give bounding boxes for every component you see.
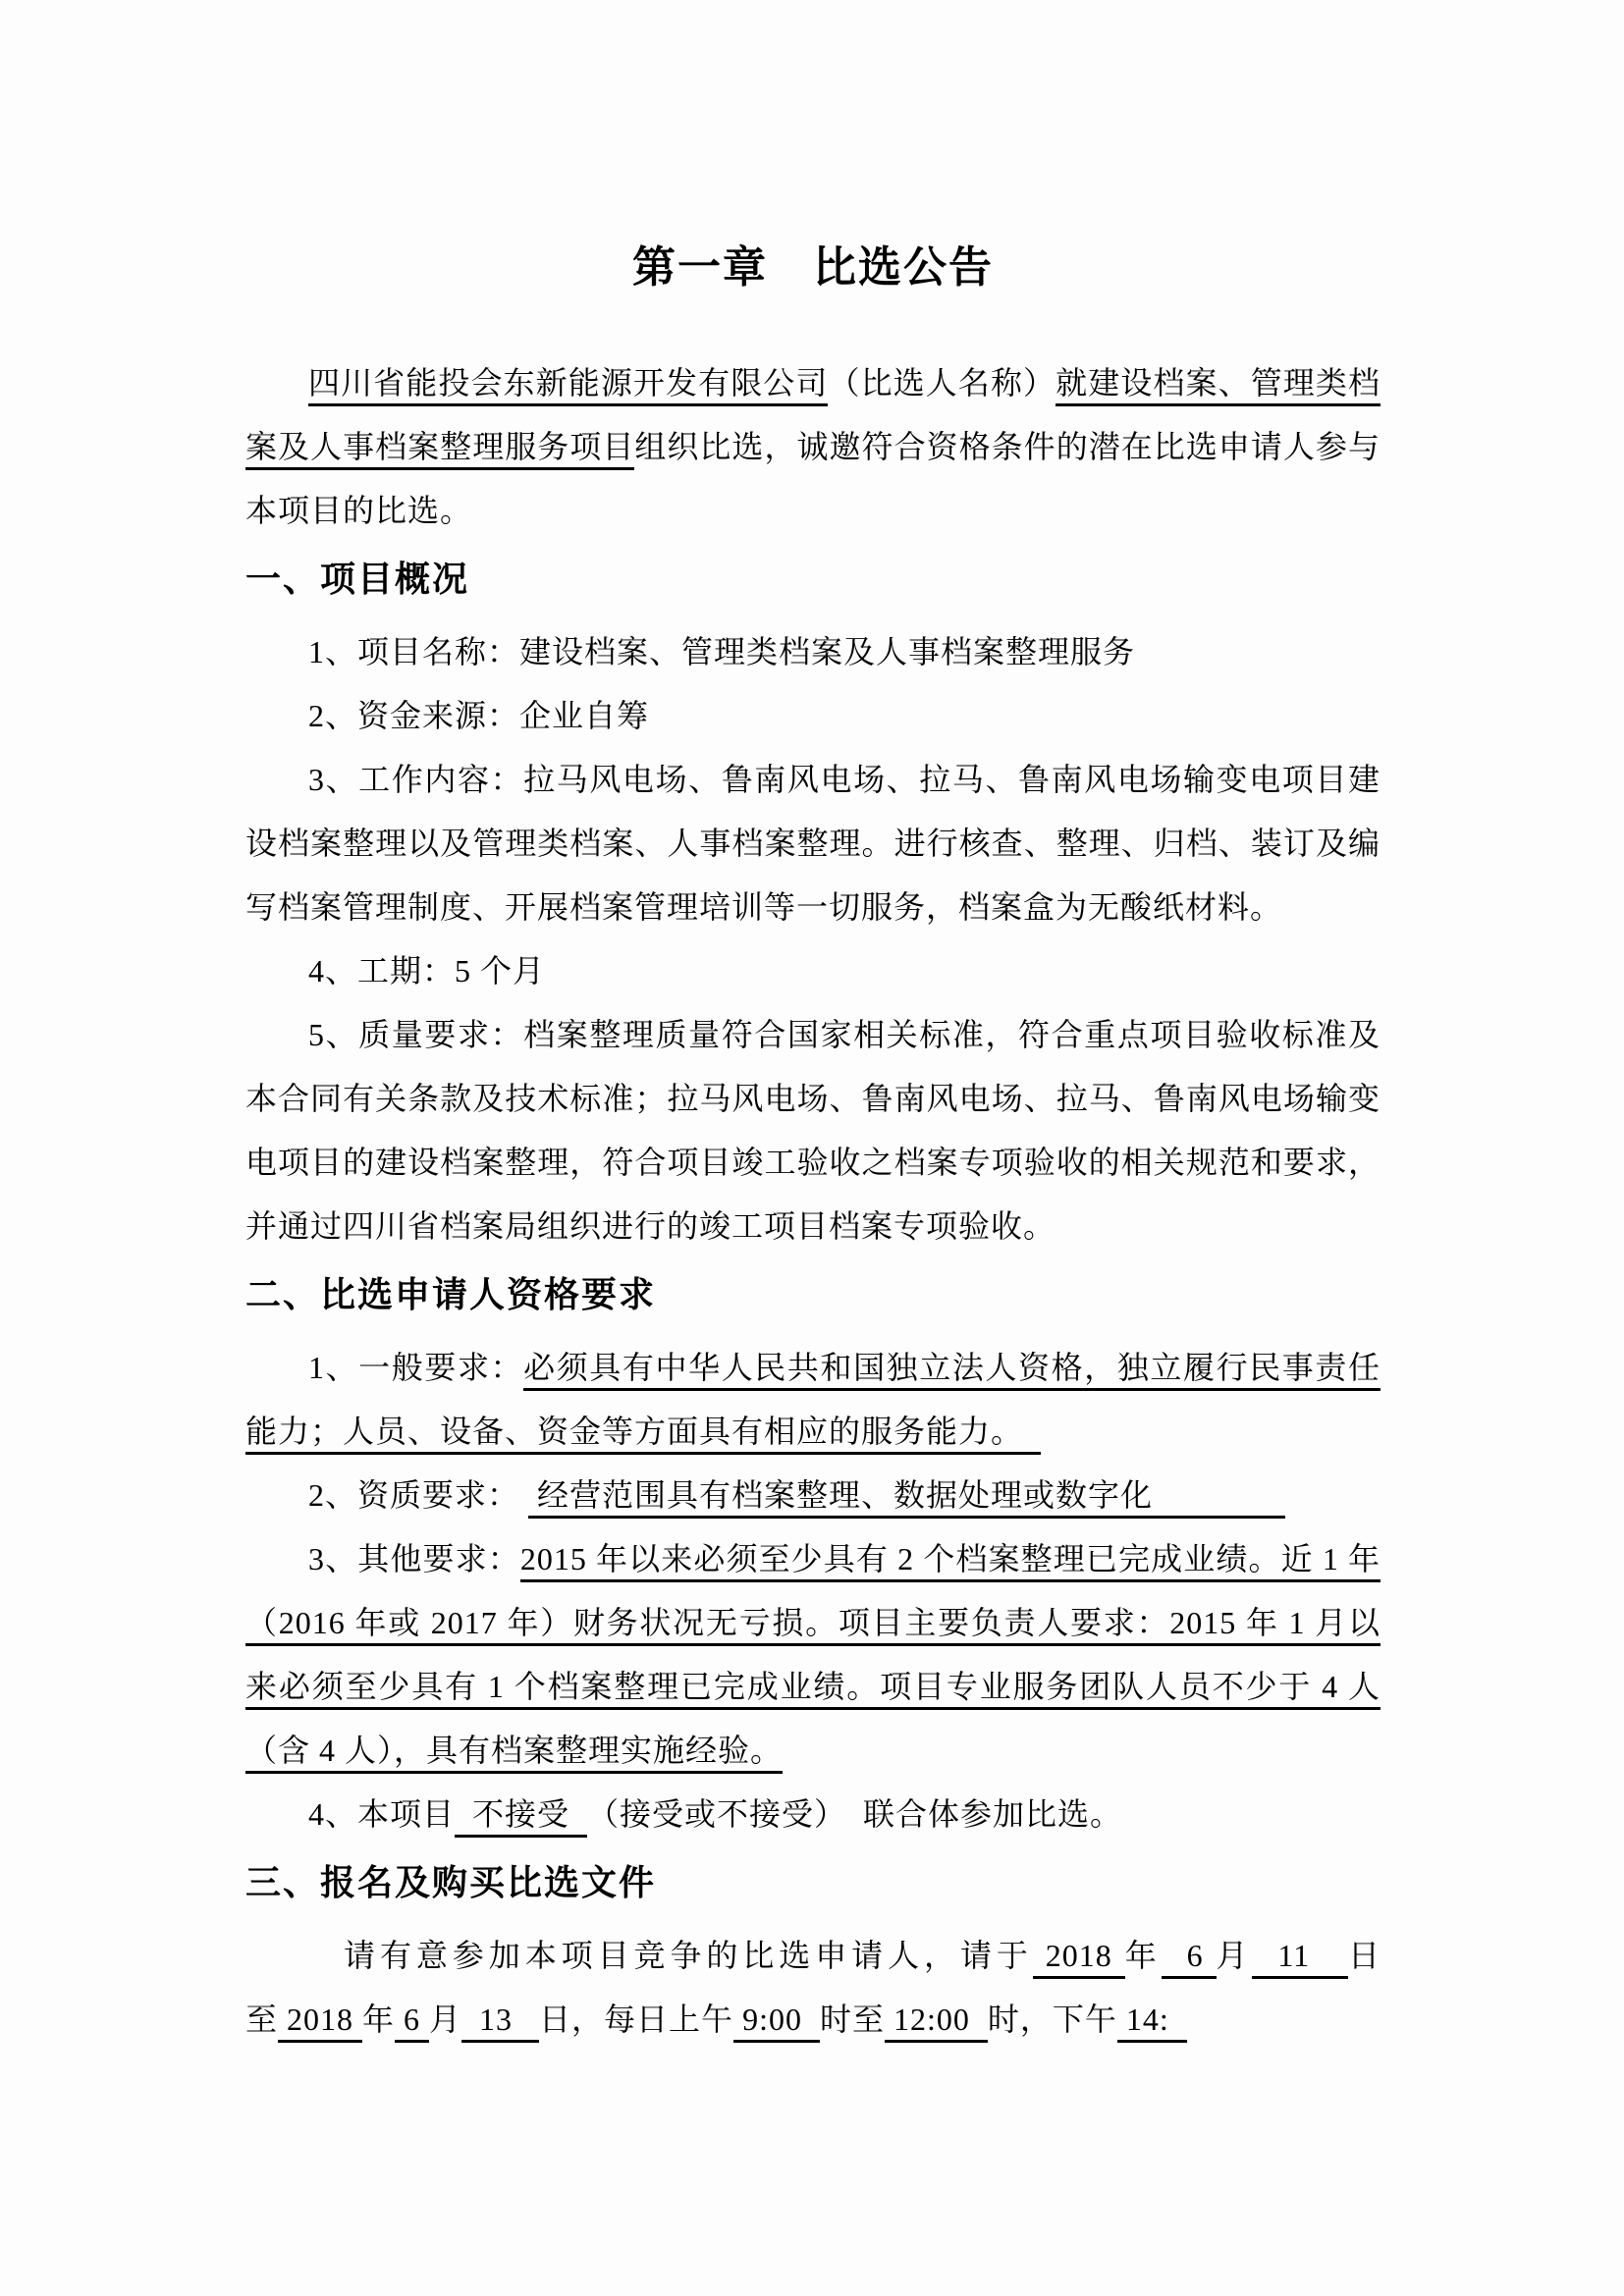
text-segment: 年 <box>1124 1938 1162 1973</box>
paragraph <box>245 684 1380 748</box>
text-segment: 月 <box>429 2002 462 2037</box>
underlined-text-segment: 不接受 <box>455 1796 587 1838</box>
paragraph <box>245 1003 1380 1258</box>
text-segment: 年 <box>362 2002 396 2037</box>
underlined-text-segment: 2018 <box>278 2002 362 2043</box>
text-segment: 3、工作内容：拉马风电场、鲁南风电场、拉马、鲁南风电场输变电项目建设档案整理以及管理类档案、人事档案整理。进行核查、整理、归档、装订及编写档案管理制度、开展档案管理培训等一切服务，档案盒为无酸纸材料。 <box>245 762 1380 925</box>
underlined-text-segment: 必须具有中华人民共和国独立法人资格，独立履行民事责任能力；人员、设备、资金等方面具有相应的服务能力。 <box>245 1350 1380 1455</box>
text-segment: 三、报名及购买比选文件 <box>245 1862 657 1902</box>
text-segment: 月 <box>1216 1938 1253 1973</box>
text-segment: 请有意参加本项目竞争的比选申请人，请于 <box>344 1938 1033 1973</box>
text-segment: 日至 <box>245 1938 1381 2037</box>
text-segment: 4、工期：5 个月 <box>308 953 546 988</box>
paragraph <box>245 1924 1380 2052</box>
paragraph <box>245 620 1380 684</box>
underlined-text-segment: 2015 年以来必须至少具有 2 个档案整理已完成业绩。近 1 年（2016 年或 2017 年）财务状况无亏损。项目主要负责人要求：2015 年 1 月以来必须至少具有 1 个档案整理已完成业绩。项目专业服务团队人员不少于 4 人（含 4 人），具有档案整理实施经验。 <box>245 1541 1380 1774</box>
text-segment: 一、项目概况 <box>245 559 470 599</box>
text-segment: 日，每日上午 <box>539 2002 734 2037</box>
text-segment: 4、本项目 <box>308 1796 456 1832</box>
text-segment: 3、其他要求： <box>308 1541 520 1576</box>
text-segment: 2、资金来源：企业自筹 <box>308 698 650 733</box>
text-segment: （比选人名称） <box>828 365 1056 400</box>
document-content <box>245 0 1380 2052</box>
underlined-text-segment: 13 <box>461 2002 539 2043</box>
paragraph <box>245 351 1380 543</box>
underlined-text-segment: 6 <box>395 2002 429 2043</box>
underlined-text-segment: 就建设档案、管理类档案及人事档案整理服务项目 <box>245 365 1380 470</box>
text-segment: 2、资质要求： <box>308 1477 529 1513</box>
underlined-text-segment: 14: <box>1117 2002 1187 2043</box>
paragraph <box>245 939 1380 1003</box>
section-heading <box>245 1262 1380 1326</box>
text-segment: 1、项目名称：建设档案、管理类档案及人事档案整理服务 <box>308 634 1136 669</box>
section-heading <box>245 547 1380 611</box>
underlined-text-segment: 9:00 <box>733 2002 820 2043</box>
paragraph <box>245 1783 1380 1846</box>
underlined-text-segment: 12:00 <box>885 2002 988 2043</box>
underlined-text-segment: 11 <box>1252 1938 1348 1979</box>
text-segment: 1、一般要求： <box>308 1350 524 1385</box>
text-segment: 5、质量要求：档案整理质量符合国家相关标准，符合重点项目验收标准及本合同有关条款及技术标准；拉马风电场、鲁南风电场、拉马、鲁南风电场输变电项目的建设档案整理，符合项目竣工验收之档案专项验收的相关规范和要求，并通过四川省档案局组织进行的竣工项目档案专项验收。 <box>245 1017 1380 1244</box>
paragraph <box>245 748 1380 939</box>
underlined-text-segment: 经营范围具有档案整理、数据处理或数字化 <box>528 1477 1285 1519</box>
text-segment: 时至 <box>819 2002 885 2037</box>
text-segment: 组织比选，诚邀符合资格条件的潜在比选申请人参与本项目的比选。 <box>245 429 1380 528</box>
paragraph <box>245 1527 1380 1783</box>
document-body <box>245 351 1380 2052</box>
chapter-title: 第一章 比选公告 <box>632 243 994 292</box>
section-heading <box>245 1850 1380 1914</box>
underlined-text-segment: 6 <box>1162 1938 1217 1979</box>
underlined-text-segment: 2018 <box>1033 1938 1125 1979</box>
underlined-text-segment: 四川省能投会东新能源开发有限公司 <box>308 365 828 406</box>
text-segment: 二、比选申请人资格要求 <box>245 1274 657 1314</box>
paragraph <box>245 1336 1380 1464</box>
paragraph <box>245 1464 1380 1527</box>
text-segment: （接受或不接受） 联合体参加比选。 <box>587 1796 1123 1832</box>
text-segment: 时，下午 <box>987 2002 1117 2037</box>
